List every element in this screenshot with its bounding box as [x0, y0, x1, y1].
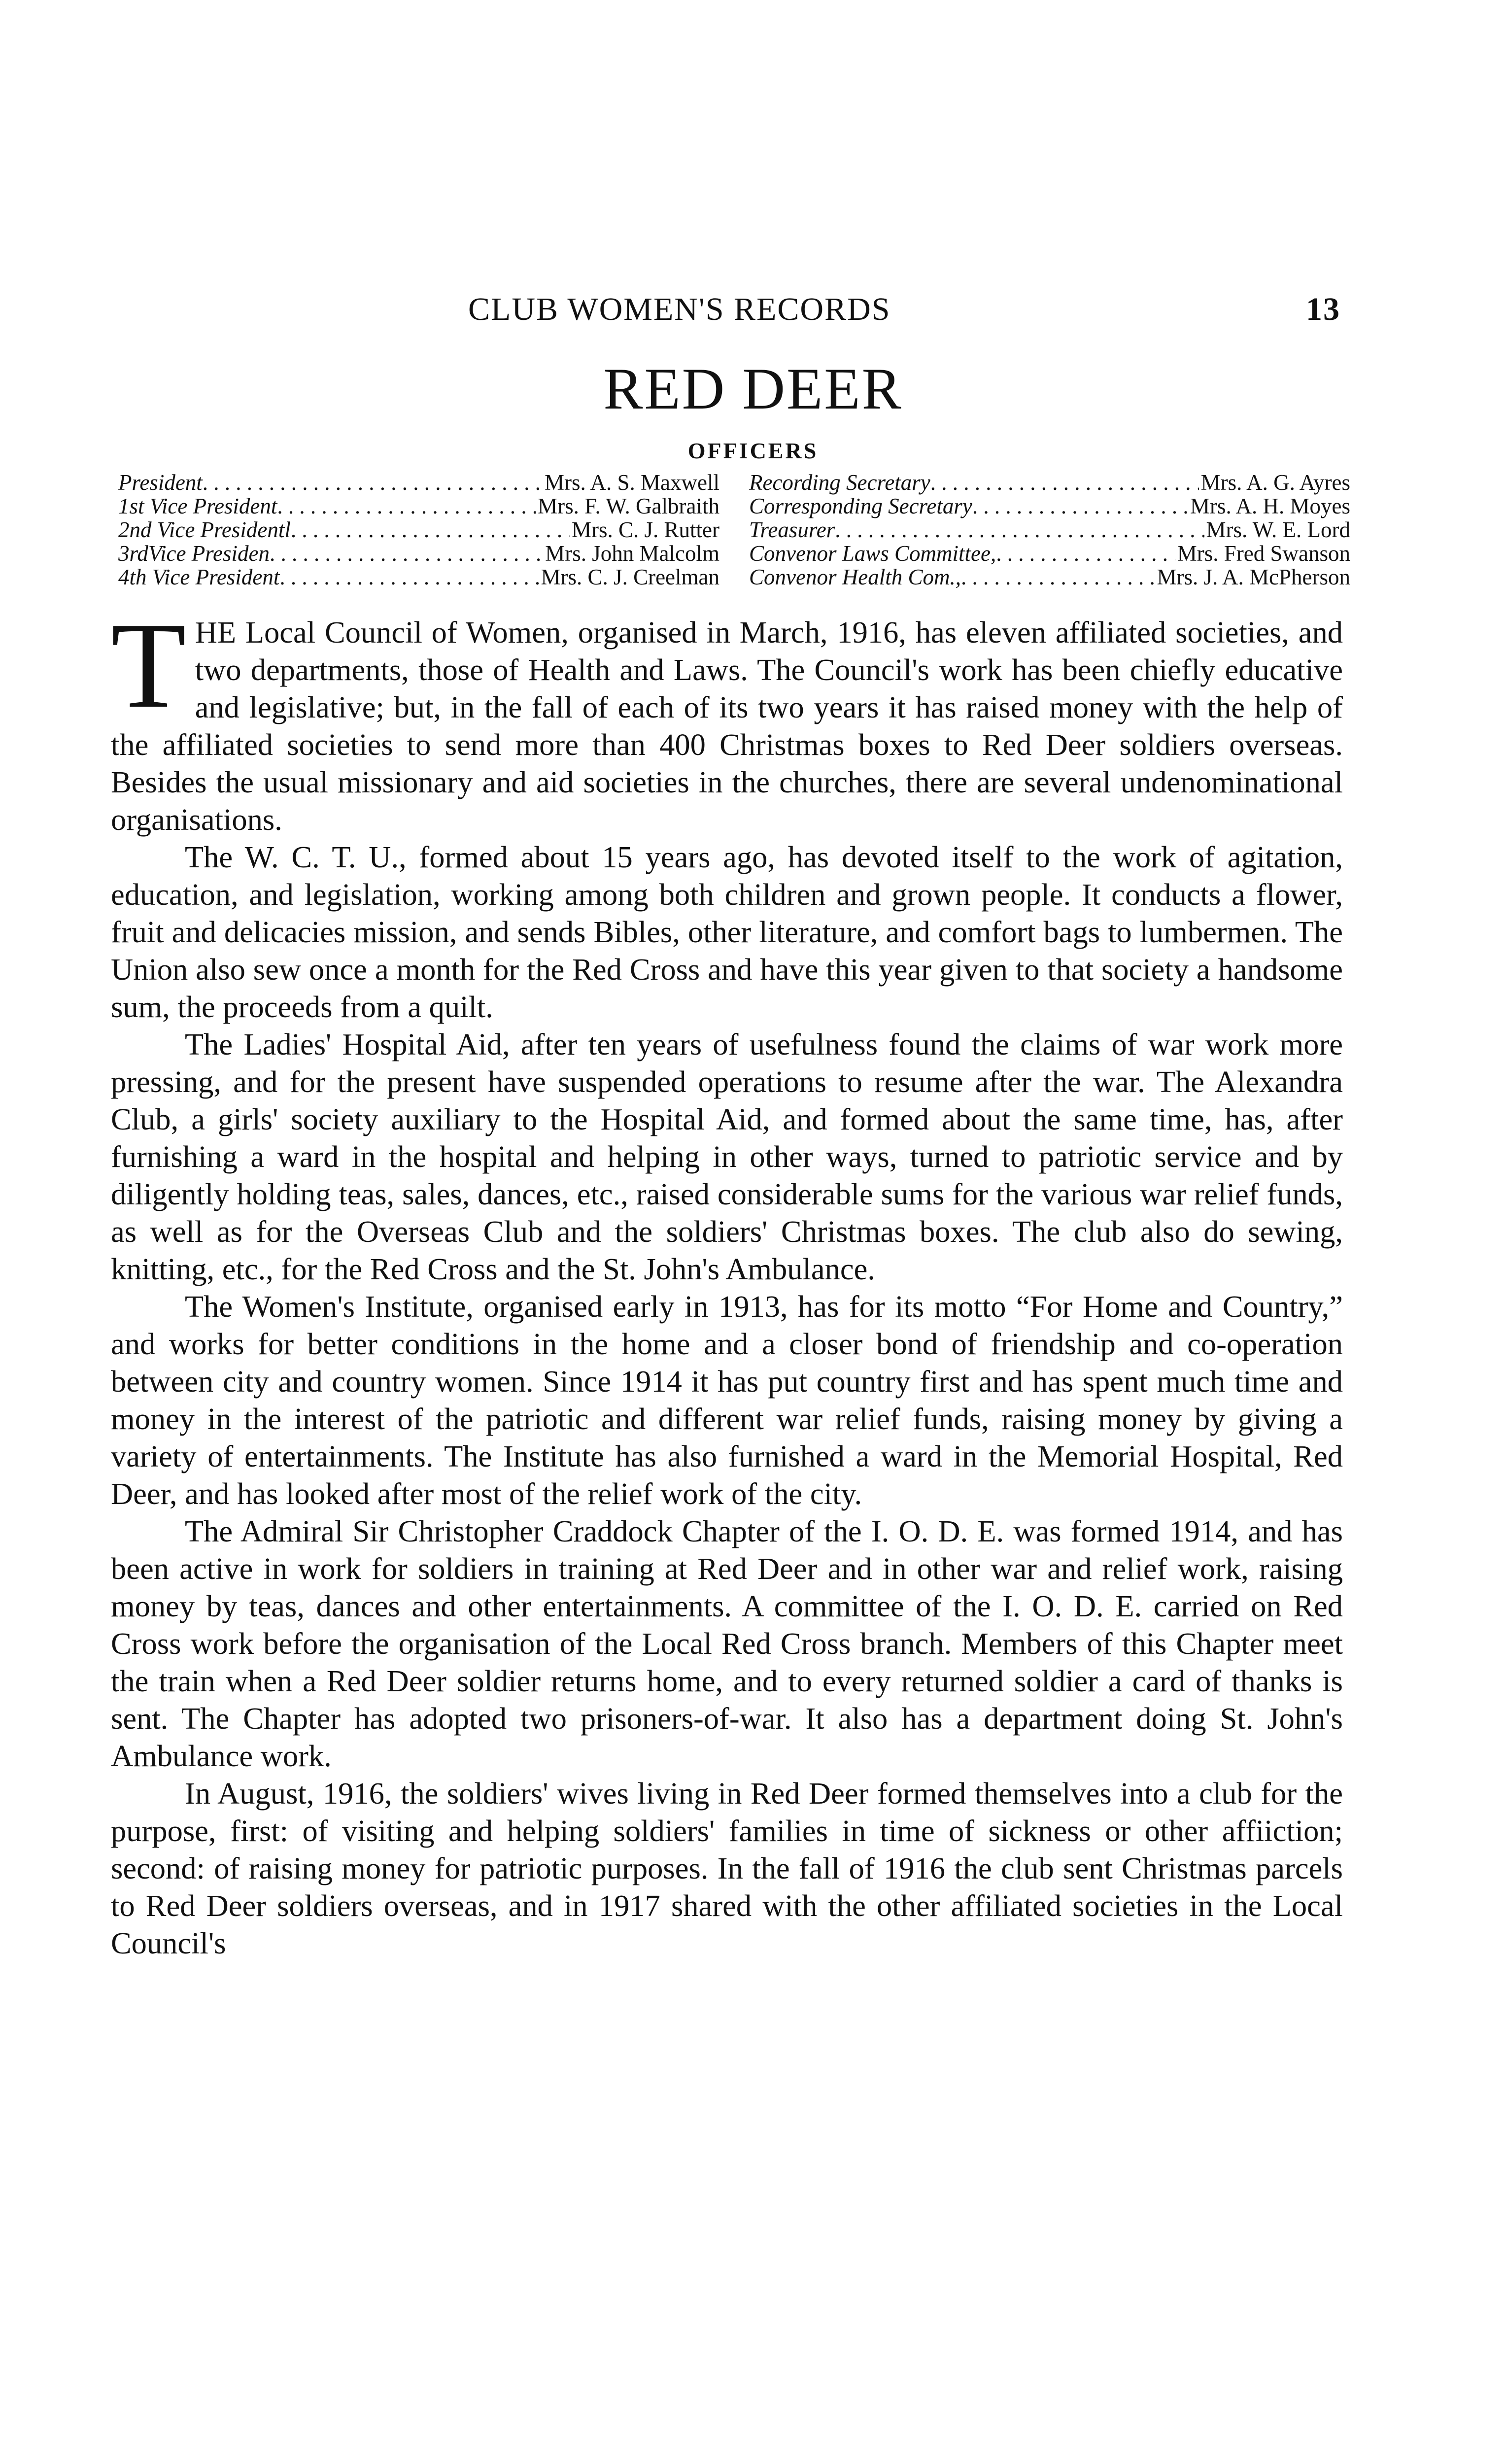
officer-row [118, 471, 719, 494]
officer-row [118, 542, 719, 565]
officer-name: Mrs. J. A. McPherson [1157, 565, 1350, 589]
officer-role: President [118, 470, 203, 495]
section-title: RED DEER [603, 356, 903, 421]
officer-role: Convenor Health Com., [749, 565, 961, 589]
page-number: 13 [1306, 291, 1340, 327]
officer-name: Mrs. John Malcolm [545, 541, 719, 566]
body-text [111, 597, 1343, 1962]
officer-row [118, 494, 719, 518]
officer-role: Recording Secretary [749, 470, 930, 495]
officer-role: Convenor Laws Committee, [749, 541, 996, 566]
officers-left-column [118, 471, 719, 589]
officer-role: 4th Vice President [118, 565, 280, 589]
officer-name: Mrs. A. S. Maxwell [544, 470, 719, 495]
officer-role: Corresponding Secretary [749, 494, 972, 518]
officer-name: Mrs. F. W. Galbraith [538, 494, 719, 518]
paragraph: The Women's Institute, organised early in 1913, has for its motto “For Home and Country,” and works for better conditions in the home and a closer bond of friendship and co-operation between city and country women. Since 1914 it has put country first and has spent much time and money in the interest of the patriotic and different war relief funds, raising money by giving a variety of entertainments. The Institute has also furnished a ward in the Memorial Hospital, Red Deer, and has looked after most of the relief work of the city. [111, 1289, 1343, 1511]
officer-name: Mrs. C. J. Rutter [571, 517, 719, 542]
paragraph-text: HE Local Council of Women, organised in March, 1916, has eleven affiliated societies, and two departments, those of Health and Laws. The Council's work has been chiefly educative and legislative; but, in the fall of each of its two years it has raised money with the help of the affiliated societies to send more than 400 Christmas boxes to Red Deer soldiers overseas. Besides the usual missionary and aid societies in the churches, there are several undenominational organisations. [111, 615, 1343, 837]
paragraph [111, 597, 1343, 838]
officer-row [118, 518, 719, 542]
officer-role: 1st Vice President [118, 494, 277, 518]
paragraph: In August, 1916, the soldiers' wives living in Red Deer formed themselves into a club for the purpose, first: of visiting and helping soldiers' families in time of sickness or other affiiction; second: of raising money for patriotic purposes. In the fall of 1916 the club sent Christmas parcels to Red Deer soldiers overseas, and in 1917 shared with the other affiliated societies in the Local Council's [111, 1776, 1343, 1960]
running-title: CLUB WOMEN'S RECORDS [468, 291, 891, 327]
officer-row [749, 518, 1350, 542]
officer-row [118, 565, 719, 589]
officers-right-column [749, 471, 1350, 589]
paragraph: The Admiral Sir Christopher Craddock Chapter of the I. O. D. E. was formed 1914, and has been active in work for soldiers in training at Red Deer and in other war and relief work, raising money by teas, dances and other entertainments. A committee of the I. O. D. E. carried on Red Cross work before the organisation of the Local Red Cross branch. Members of this Chapter meet the train when a Red Deer soldier returns home, and to every returned soldier a card of thanks is sent. The Chapter has adopted two prisoners-of-war. It also has a department doing St. John's Ambulance work. [111, 1514, 1343, 1773]
officers-heading: OFFICERS [687, 438, 819, 463]
paragraph: The Ladies' Hospital Aid, after ten years of usefulness found the claims of war work more pressing, and for the present have suspended operations to resume after the war. The Alexandra Club, a girls' society auxiliary to the Hospital Aid, and formed about the same time, has, after furnishing a ward in the hospital and helping in other ways, turned to patriotic service and by diligently holding teas, sales, dances, etc., raised considerable sums for the various war relief funds, as well as for the Overseas Club and the soldiers' Christmas boxes. The club also do sewing, knitting, etc., for the Red Cross and the St. John's Ambulance. [111, 1027, 1343, 1286]
drop-cap: T [111, 597, 186, 734]
officers-list [118, 470, 1350, 594]
officer-name: Mrs. A. G. Ayres [1200, 470, 1350, 495]
paragraph: The W. C. T. U., formed about 15 years ago, has devoted itself to the work of agitation, education, and legislation, working among both children and grown people. It conducts a flower, fruit and delicacies mission, and sends Bibles, other literature, and comfort bags to lumbermen. The Union also sew once a month for the Red Cross and have this year given to that society a handsome sum, the proceeds from a quilt. [111, 840, 1343, 1024]
officer-role: 3rdVice Presiden [118, 541, 270, 566]
officer-row [749, 471, 1350, 494]
officer-role: Treasurer [749, 517, 835, 542]
officer-row [749, 494, 1350, 518]
officer-role: 2nd Vice Presidentl [118, 517, 291, 542]
officer-row [749, 565, 1350, 589]
page-header [113, 291, 1340, 335]
officer-name: Mrs. Fred Swanson [1177, 541, 1350, 566]
officer-row [749, 542, 1350, 565]
officer-name: Mrs. C. J. Creelman [541, 565, 719, 589]
officer-name: Mrs. A. H. Moyes [1190, 494, 1350, 518]
officer-name: Mrs. W. E. Lord [1206, 517, 1350, 542]
